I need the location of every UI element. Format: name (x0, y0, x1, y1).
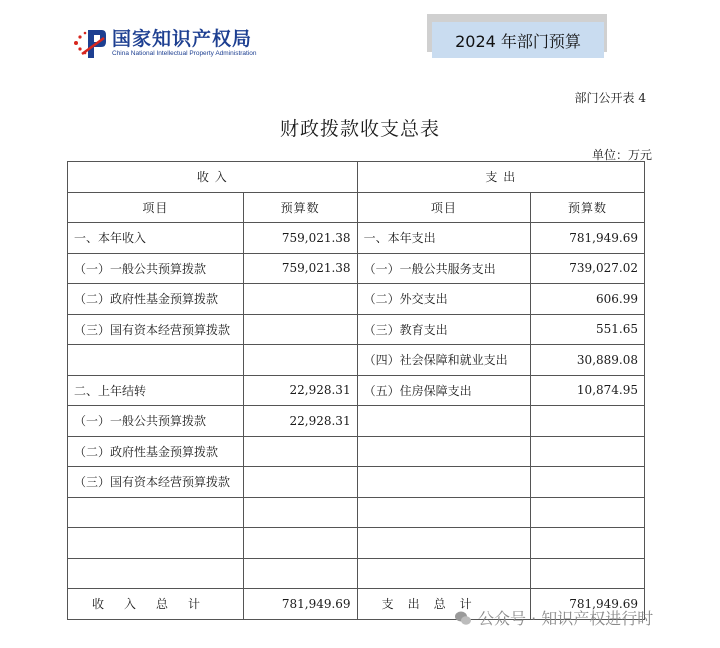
expense-amount: 606.99 (531, 284, 645, 315)
expense-total-label: 支出总计 (357, 589, 531, 620)
expense-item (357, 528, 531, 559)
expense-item: （五）住房保障支出 (357, 375, 531, 406)
expense-item (357, 558, 531, 589)
income-amount: 22,928.31 (243, 406, 357, 437)
table-row (68, 558, 645, 589)
income-amount (243, 558, 357, 589)
expense-amount: 30,889.08 (531, 345, 645, 376)
income-item: （三）国有资本经营预算拨款 (68, 467, 244, 498)
expense-item (357, 406, 531, 437)
table-row (68, 467, 645, 498)
table-row (68, 406, 645, 437)
expense-amount: 10,874.95 (531, 375, 645, 406)
expense-amount (531, 558, 645, 589)
column-header-row (68, 192, 645, 223)
cnipa-emblem-icon (70, 26, 108, 60)
income-amount: 22,928.31 (243, 375, 357, 406)
cnipa-logo (70, 22, 280, 62)
table-row (68, 436, 645, 467)
table-row (68, 375, 645, 406)
expense-item (357, 467, 531, 498)
expense-item (357, 436, 531, 467)
wechat-watermark (454, 606, 653, 629)
expense-amount-header: 预算数 (531, 192, 645, 223)
expense-item (357, 497, 531, 528)
table-row (68, 345, 645, 376)
budget-table (67, 161, 645, 620)
income-amount: 759,021.38 (243, 223, 357, 254)
income-item: 二、上年结转 (68, 375, 244, 406)
income-amount (243, 467, 357, 498)
table-row (68, 314, 645, 345)
expense-header: 支 出 (357, 162, 644, 193)
income-item (68, 497, 244, 528)
income-item: （一）一般公共预算拨款 (68, 253, 244, 284)
expense-item-header: 项目 (357, 192, 531, 223)
org-name-cn: 国家知识产权局 (112, 28, 253, 50)
table-row (68, 284, 645, 315)
income-amount (243, 284, 357, 315)
expense-amount (531, 528, 645, 559)
income-amount (243, 436, 357, 467)
income-total-amount: 781,949.69 (243, 589, 357, 620)
table-row (68, 528, 645, 559)
section-header-row (68, 162, 645, 193)
wechat-icon (454, 609, 472, 627)
expense-item: （一）一般公共服务支出 (357, 253, 531, 284)
expense-amount (531, 436, 645, 467)
income-item: 一、本年收入 (68, 223, 244, 254)
income-amount (243, 528, 357, 559)
form-number: 部门公开表 4 (574, 91, 646, 105)
income-item (68, 528, 244, 559)
income-amount (243, 345, 357, 376)
page-title: 财政拨款收支总表 (279, 118, 440, 140)
expense-item: （四）社会保障和就业支出 (357, 345, 531, 376)
income-item: （三）国有资本经营预算拨款 (68, 314, 244, 345)
table-row (68, 497, 645, 528)
income-amount (243, 314, 357, 345)
unit-label: 单位：万元 (591, 148, 652, 162)
budget-year-badge: 2024 年部门预算 (432, 22, 604, 58)
income-header: 收 入 (68, 162, 358, 193)
expense-item: （三）教育支出 (357, 314, 531, 345)
income-item: （二）政府性基金预算拨款 (68, 284, 244, 315)
table-row (68, 253, 645, 284)
income-item: （一）一般公共预算拨款 (68, 406, 244, 437)
income-amount-header: 预算数 (243, 192, 357, 223)
income-item (68, 345, 244, 376)
expense-amount (531, 406, 645, 437)
expense-amount (531, 467, 645, 498)
expense-amount: 739,027.02 (531, 253, 645, 284)
expense-amount: 551.65 (531, 314, 645, 345)
expense-amount (531, 497, 645, 528)
income-item (68, 558, 244, 589)
income-item: （二）政府性基金预算拨款 (68, 436, 244, 467)
expense-total-amount: 781,949.69 (531, 589, 645, 620)
table-row (68, 223, 645, 254)
expense-amount: 781,949.69 (531, 223, 645, 254)
income-amount: 759,021.38 (243, 253, 357, 284)
expense-item: （二）外交支出 (357, 284, 531, 315)
watermark-text: 公众号 · 知识产权进行时 (478, 609, 654, 628)
expense-item: 一、本年支出 (357, 223, 531, 254)
income-total-label: 收入总计 (68, 589, 244, 620)
income-item-header: 项目 (68, 192, 244, 223)
org-name-en: China National Intellectual Property Administration (112, 50, 257, 57)
income-amount (243, 497, 357, 528)
